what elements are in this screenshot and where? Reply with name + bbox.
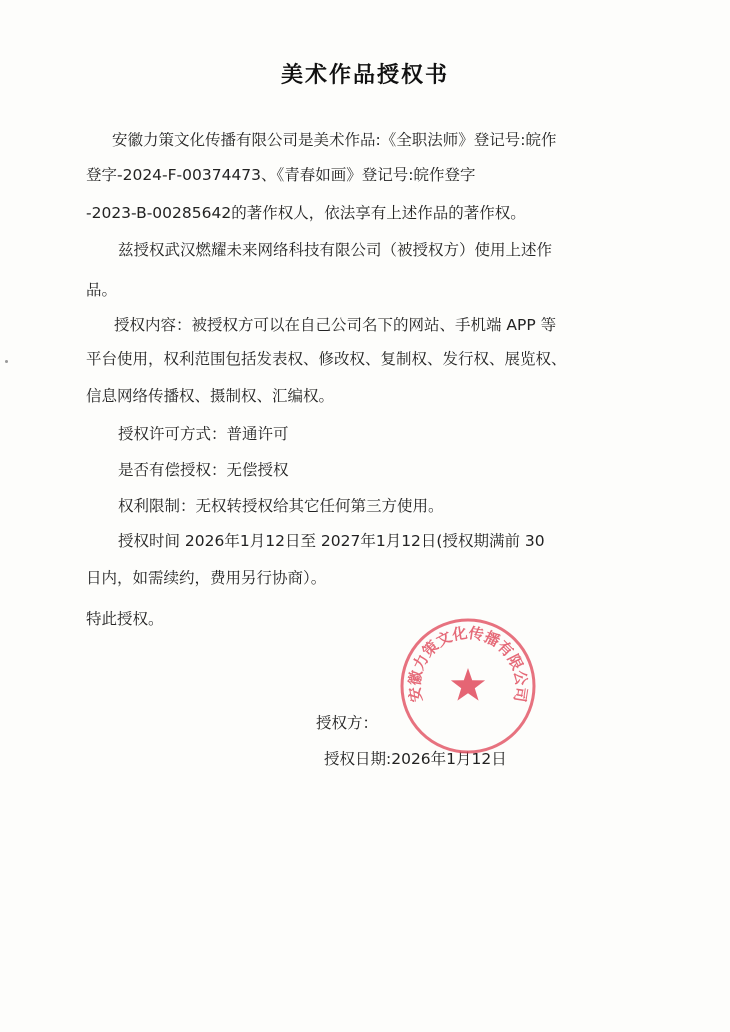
paragraph-1-line-3: -2023-B-00285642的著作权人，依法享有上述作品的著作权。 <box>86 204 526 222</box>
authorizer-label: 授权方： <box>316 714 379 732</box>
paragraph-1-line-1: 安徽力策文化传播有限公司是美术作品:《全职法师》登记号:皖作 <box>112 131 557 149</box>
document-title: 美术作品授权书 <box>280 63 449 88</box>
paragraph-3-line-3: 信息网络传播权、摄制权、汇编权。 <box>86 387 335 405</box>
license-type: 授权许可方式：普通许可 <box>118 425 289 443</box>
paragraph-3-line-1: 授权内容：被授权方可以在自己公司名下的网站、手机端 APP 等 <box>114 316 557 334</box>
rights-restriction: 权利限制：无权转授权给其它任何第三方使用。 <box>118 497 444 515</box>
authorization-period-line-2: 日内，如需续约，费用另行协商）。 <box>86 569 327 587</box>
authorization-date: 授权日期:2026年1月12日 <box>324 750 507 768</box>
seal-star-icon <box>451 668 485 701</box>
scan-speck <box>5 360 8 363</box>
company-seal <box>398 616 538 756</box>
seal-text: 安徽力策文化传播有限公司 <box>405 623 531 704</box>
paragraph-2-line-2: 品。 <box>86 281 118 299</box>
paragraph-1-line-2: 登字-2024-F-00374473、《青春如画》登记号:皖作登字 <box>86 166 476 184</box>
authorization-period-line-1: 授权时间 2026年1月12日至 2027年1月12日(授权期满前 30 <box>118 532 545 550</box>
paragraph-3-line-2: 平台使用，权利范围包括发表权、修改权、复制权、发行权、展览权、 <box>86 350 567 368</box>
paid-or-free: 是否有偿授权：无偿授权 <box>118 461 289 479</box>
paragraph-2-line-1: 兹授权武汉燃耀未来网络科技有限公司（被授权方）使用上述作 <box>118 241 553 259</box>
closing-statement: 特此授权。 <box>86 610 164 628</box>
